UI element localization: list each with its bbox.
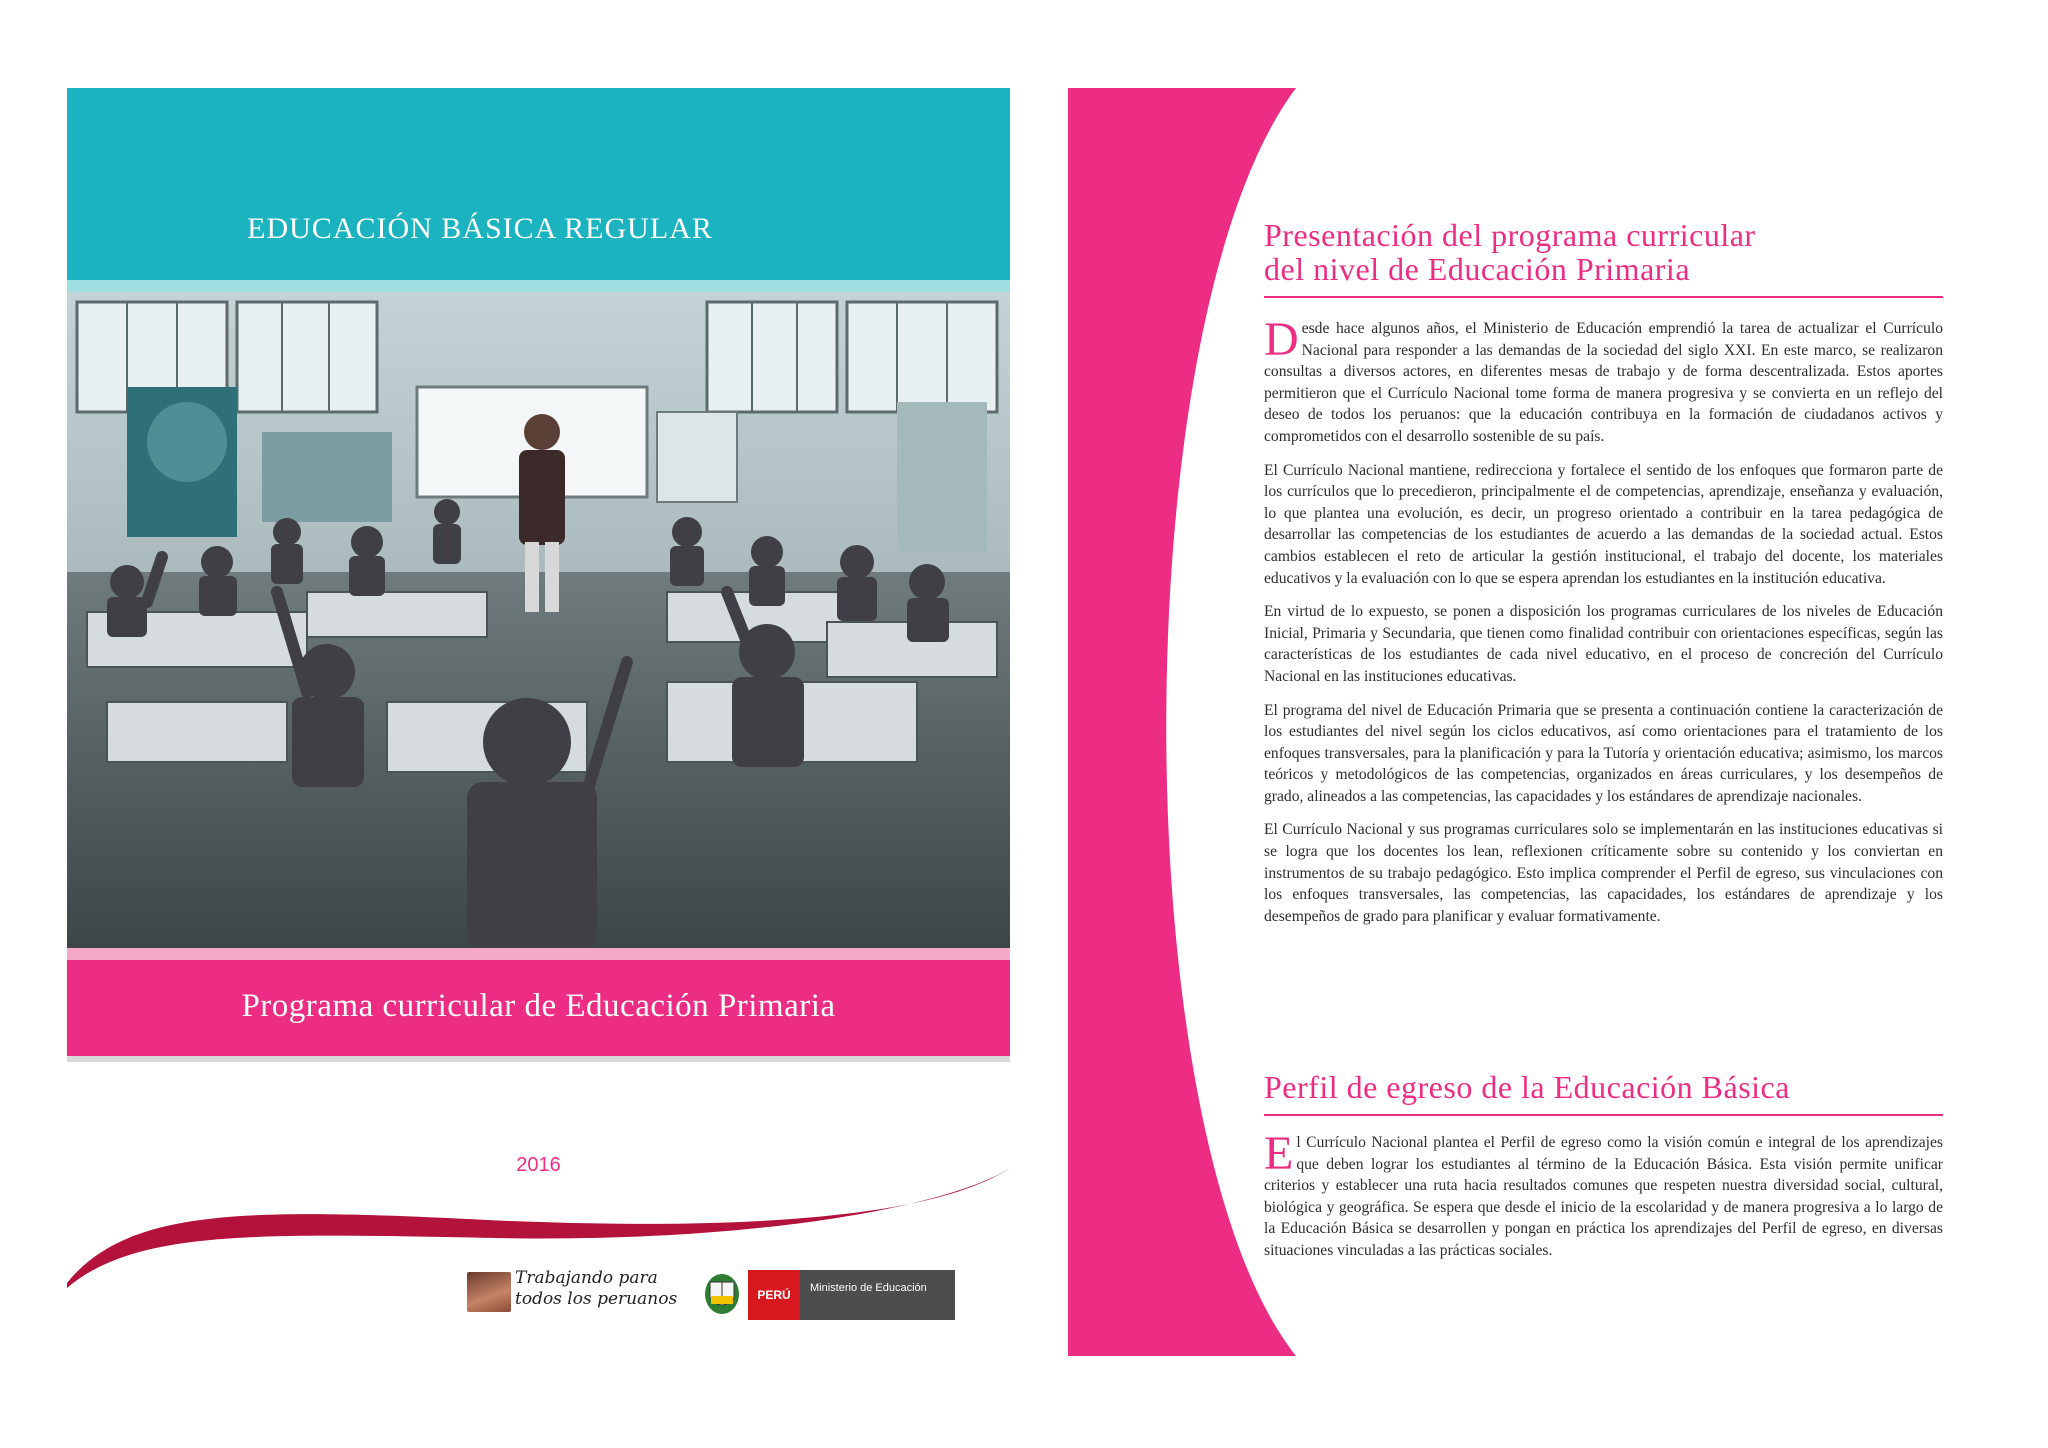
peru-badge: PERÚ: [748, 1270, 800, 1320]
coat-of-arms-icon: [703, 1272, 741, 1316]
presentacion-paragraph-4: El programa del nivel de Educación Primaria que se presenta a continuación contiene la caracterización de los estudiantes del nivel según los ciclos educativos, así como orientaciones para el tratamiento de los enfoques transversales, para la planificación y para la Tutoría y orientación educativa; asimismo, los marcos teóricos y metodológicos de las competencias, organizados en áreas curriculares, y los desempeños de grado, alineados a las competencias, las capacidades y los estándares de aprendizaje nacionales.: [1264, 701, 1943, 805]
presentacion-paragraph-2: El Currículo Nacional mantiene, redirecciona y fortalece el sentido de los enfoques que formaron parte de los currículos que lo precedieron, principalmente el de competencias, aprendizaje, enseñanza y evaluación, lo que plantea una evolución, es decir, un progreso orientado a contribuir en la tarea pedagógica de desarrollar las competencias de los estudiantes de acuerdo a las demandas de la sociedad actual. Estos cambios establecen el reto de articular la gestión institucional, el trabajo del docente, los materiales educativos y la evaluación con lo que se espera aprendan los estudiantes en la institución educativa.: [1264, 461, 1943, 587]
cover-series-title: EDUCACIÓN BÁSICA REGULAR: [247, 212, 713, 245]
perfil-body: [1264, 1127, 1943, 1274]
trabajando-logo: [467, 1270, 677, 1320]
perfil-paragraph-1: El Currículo Nacional plantea el Perfil de egreso como la visión común e integral de los aprendizajes que deben lograr los estudiantes al término de la Educación Básica. Esta visión permite unificar criterios y establecer una ruta hacia resultados comunes que respeten nuestra diversidad social, cultural, biológica y geográfica. Se espera que desde el inicio de la escolaridad y de manera progresiva a lo largo de la Educación Básica se desarrollen y pongan en práctica los aprendizajes del Perfil de egreso, en diversas situaciones vinculadas a las prácticas sociales.: [1264, 1127, 1943, 1259]
presentacion-title-line2: del nivel de Educación Primaria: [1264, 251, 1691, 287]
child-photo-icon: [467, 1272, 511, 1312]
trabajando-logo-text: Trabajando para todos los peruanos: [515, 1268, 678, 1309]
ministerio-badge: [800, 1270, 955, 1320]
text-page: [1068, 88, 2018, 1356]
perfil-title-rule: [1264, 1114, 1943, 1116]
cover-page: [67, 88, 1010, 1380]
ministerio-badge-text: Ministerio de Educación: [810, 1282, 927, 1294]
presentacion-paragraph-5: El Currículo Nacional y sus programas curriculares solo se implementarán en las instituciones educativas si se logra que los docentes los lean, reflexionen críticamente sobre su contenido y los conviertan en instrumentos de su trabajo pedagógico. Esto implica comprender el Perfil de egreso, sus vinculaciones con los enfoques transversales, las competencias, las capacidades, los estándares de aprendizaje y los desempeños de grado para planificar y evaluar formativamente.: [1264, 821, 1943, 925]
cover-teal-band: [67, 88, 1010, 280]
cover-shadow-line: [67, 1056, 1010, 1062]
classroom-photo-illustration: [67, 292, 1010, 948]
teal-divider: [67, 280, 1010, 292]
ministerio-logo: [703, 1270, 953, 1320]
presentacion-title-rule: [1264, 296, 1943, 298]
drop-cap: D: [1264, 313, 1299, 366]
presentacion-title-line1: Presentación del programa curricular: [1264, 217, 1756, 253]
presentacion-title: [1264, 218, 1944, 286]
presentacion-paragraph-3: En virtud de lo expuesto, se ponen a disposición los programas curriculares de los niveles de Educación Inicial, Primaria y Secundaria, que tienen como finalidad contribuir con orientaciones específicas, según las características de los estudiantes de cada nivel educativo, en el proceso de concreción del Currículo Nacional en las instituciones educativas.: [1264, 603, 1943, 685]
drop-cap: E: [1264, 1127, 1294, 1180]
cover-title-band: [67, 960, 1010, 1056]
classroom-photo: [67, 292, 1010, 948]
cover-year: 2016: [516, 1154, 561, 1176]
pink-divider: [67, 948, 1010, 960]
perfil-title: Perfil de egreso de la Educación Básica: [1264, 1069, 1790, 1105]
presentacion-body: [1264, 313, 1943, 939]
presentacion-paragraph-1: Desde hace algunos años, el Ministerio de Educación emprendió la tarea de actualizar el Currículo Nacional para responder a las demandas de la sociedad del siglo XXI. En este marco, se realizaron consultas a diversos actores, en diferentes mesas de trabajo y de forma descentralizada. Estos aportes permitieron que el Currículo Nacional tome forma de manera progresiva y se convierta en un reflejo del deseo de todos los peruanos: que la educación contribuya en la formación de ciudadanos activos y comprometidos con el desarrollo sostenible de su país.: [1264, 313, 1943, 445]
cover-title: Programa curricular de Educación Primaria: [241, 988, 836, 1024]
